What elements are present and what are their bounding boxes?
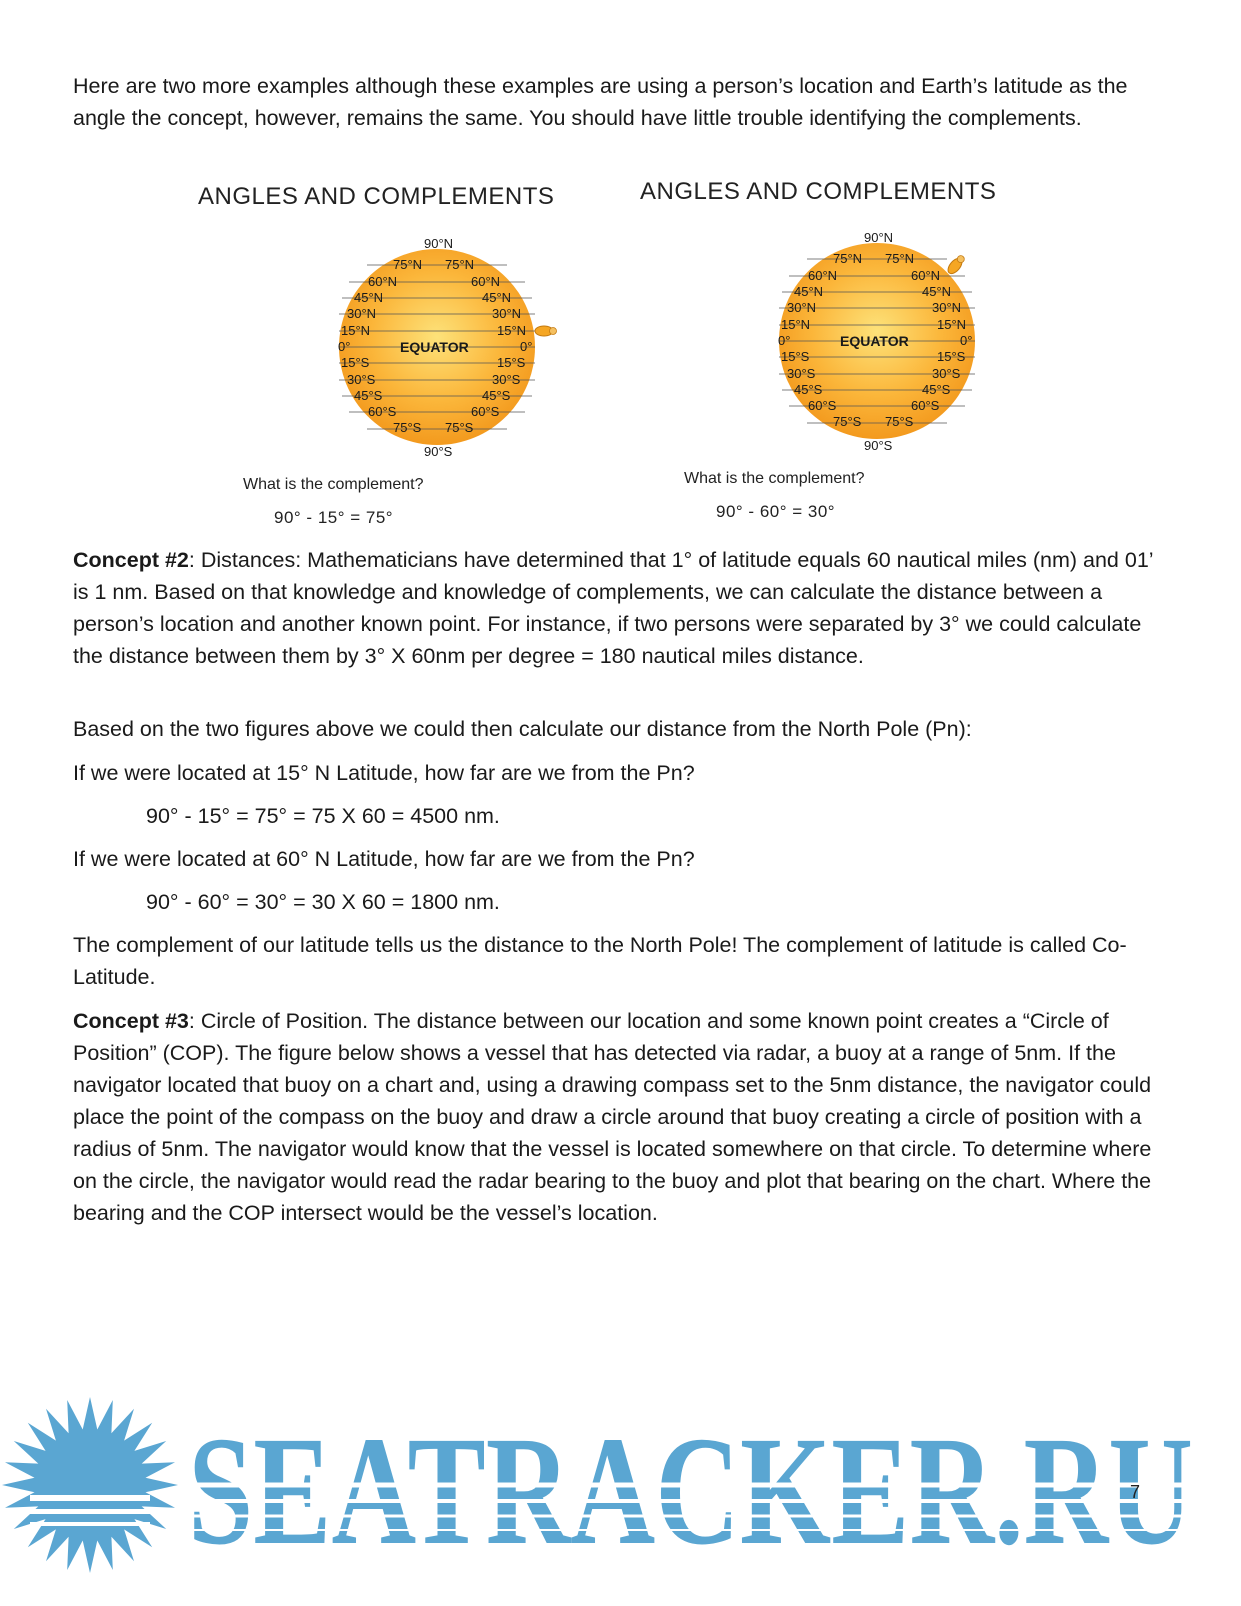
- label-75n-right: 75°N: [445, 257, 475, 272]
- page-number: 7: [1130, 1482, 1141, 1502]
- concept-2-paragraph: [73, 544, 1173, 672]
- label-45s-left: 45°S: [794, 382, 823, 397]
- label-30s-left: 30°S: [787, 366, 816, 381]
- label-60s-left: 60°S: [808, 398, 837, 413]
- concept-3-paragraph: [73, 1005, 1173, 1229]
- label-60s-right: 60°S: [471, 404, 500, 419]
- label-30n-left: 30°N: [787, 300, 817, 315]
- figure-1-title: ANGLES AND COMPLEMENTS: [198, 183, 555, 210]
- label-15s-right: 15°S: [937, 349, 966, 364]
- intro-paragraph: Here are two more examples although these examples are using a person’s location and Earth’s latitude as the angle the concept, however, remains the same. You should have little trouble identifying the complements.: [73, 74, 1128, 130]
- label-90s: 90°S: [864, 438, 893, 453]
- label-60n-right: 60°N: [471, 274, 501, 289]
- globe-diagram-1: [325, 232, 565, 462]
- label-15n-left: 15°N: [341, 323, 371, 338]
- label-60s-right: 60°S: [911, 398, 940, 413]
- label-15s-left: 15°S: [341, 355, 370, 370]
- label-60s-left: 60°S: [368, 404, 397, 419]
- concept-3-label: Concept #3: [73, 1009, 189, 1033]
- concept-3-text: : Circle of Position. The distance between our location and some known point creates a “Circle of Position” (COP). The figure below shows a vessel that has detected via radar, a buoy at a range of 5nm. If the navigator located that buoy on a chart and, using a drawing compass set to the 5nm distance, the navigator could place the point of the compass on the buoy and draw a circle around that buoy creating a circle of position with a radius of 5nm. The navigator would know that the vessel is located somewhere on that circle. To determine where on the circle, the navigator would read the radar bearing to the buoy and plot that bearing on the chart. Where the bearing and the COP intersect would be the vessel’s location.: [73, 1009, 1152, 1225]
- figure-1-equation: 90° - 15° = 75°: [274, 508, 394, 527]
- example-1-calculation: 90° - 15° = 75° = 75 X 60 = 4500 nm.: [146, 804, 500, 828]
- label-45n-left: 45°N: [794, 284, 824, 299]
- label-30n-right: 30°N: [932, 300, 962, 315]
- example-2-calculation: 90° - 60° = 30° = 30 X 60 = 1800 nm.: [146, 890, 500, 914]
- label-30s-right: 30°S: [932, 366, 961, 381]
- label-45s-right: 45°S: [922, 382, 951, 397]
- example-1-question: If we were located at 15° N Latitude, how far are we from the Pn?: [73, 761, 695, 785]
- label-30n-right: 30°N: [492, 306, 522, 321]
- concept-2-text: : Distances: Mathematicians have determined that 1° of latitude equals 60 nautical miles (nm) and 01’ is 1 nm. Based on that knowledge and knowledge of complements, we can calculate the distance between a person’s location and another known point. For instance, if two persons were separated by 3° we could calculate the distance between them by 3° X 60nm per degree = 180 nautical miles distance.: [73, 548, 1153, 668]
- watermark-text: SEATRACKER.RU: [188, 1404, 1193, 1577]
- label-15n-right: 15°N: [497, 323, 527, 338]
- figure-1-question: What is the complement?: [243, 476, 424, 493]
- example-2-question: If we were located at 60° N Latitude, how far are we from the Pn?: [73, 847, 695, 871]
- person-marker-icon: [535, 326, 557, 336]
- label-0-right: 0°: [520, 339, 533, 354]
- colatitude-paragraph: The complement of our latitude tells us the distance to the North Pole! The complement of latitude is called Co-Latitude.: [73, 933, 1127, 989]
- equator-label: EQUATOR: [400, 339, 469, 355]
- label-45n-right: 45°N: [922, 284, 952, 299]
- label-0-left: 0°: [778, 333, 791, 348]
- figure-2-question: What is the complement?: [684, 470, 865, 487]
- person-marker-icon: [945, 253, 966, 276]
- label-45s-right: 45°S: [482, 388, 511, 403]
- sun-logo-icon: [2, 1397, 178, 1573]
- watermark-banner: [0, 1385, 1241, 1606]
- label-30s-right: 30°S: [492, 372, 521, 387]
- label-75s-left: 75°S: [833, 414, 862, 429]
- label-90s: 90°S: [424, 444, 453, 459]
- equator-label: EQUATOR: [840, 333, 909, 349]
- label-90n: 90°N: [424, 236, 454, 251]
- label-45n-left: 45°N: [354, 290, 384, 305]
- concept-2-label: Concept #2: [73, 548, 189, 572]
- label-60n-left: 60°N: [808, 268, 838, 283]
- label-15s-right: 15°S: [497, 355, 526, 370]
- figure-2-title: ANGLES AND COMPLEMENTS: [640, 178, 997, 205]
- label-0-left: 0°: [338, 339, 351, 354]
- label-60n-left: 60°N: [368, 274, 398, 289]
- label-30n-left: 30°N: [347, 306, 377, 321]
- label-15s-left: 15°S: [781, 349, 810, 364]
- label-75s-left: 75°S: [393, 420, 422, 435]
- label-15n-left: 15°N: [781, 317, 811, 332]
- label-30s-left: 30°S: [347, 372, 376, 387]
- globe-diagram-2: [765, 226, 1005, 456]
- figure-2-equation: 90° - 60° = 30°: [716, 502, 836, 521]
- label-0-right: 0°: [960, 333, 973, 348]
- label-75n-right: 75°N: [885, 251, 915, 266]
- label-75n-left: 75°N: [393, 257, 423, 272]
- label-75s-right: 75°S: [445, 420, 474, 435]
- label-90n: 90°N: [864, 230, 894, 245]
- label-75s-right: 75°S: [885, 414, 914, 429]
- label-45s-left: 45°S: [354, 388, 383, 403]
- label-15n-right: 15°N: [937, 317, 967, 332]
- label-45n-right: 45°N: [482, 290, 512, 305]
- figures-sentence: Based on the two figures above we could then calculate our distance from the North Pole (Pn):: [73, 717, 972, 741]
- label-75n-left: 75°N: [833, 251, 863, 266]
- label-60n-right: 60°N: [911, 268, 941, 283]
